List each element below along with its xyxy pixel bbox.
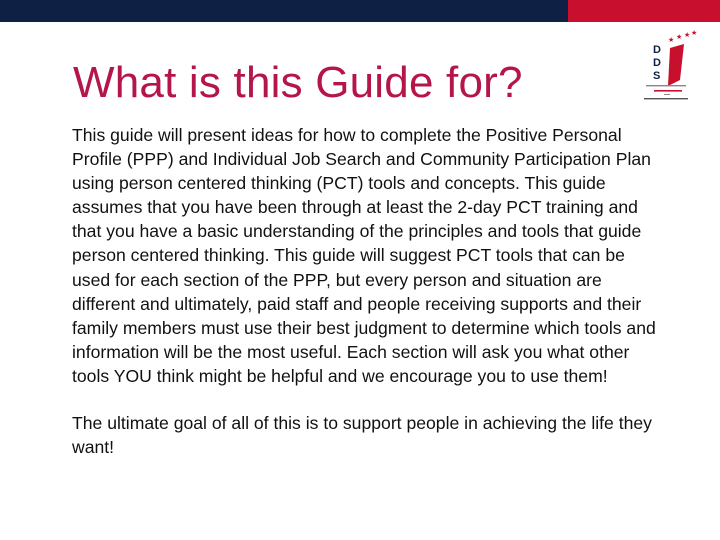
logo-letter-d1: D [653, 44, 661, 56]
top-banner [0, 0, 720, 22]
star-icon: ★ [676, 33, 683, 41]
body-paragraph-2: The ultimate goal of all of this is to support people in achieving the life they want! [72, 413, 652, 458]
body-paragraph-1: This guide will present ideas for how to complete the Positive Personal Profile (PPP) and Individual Job Search and Community Participation Plan using person centered thinking (PCT) tools and concepts. This guide assumes that you have been through at least the 2-day PCT training and that you have a basic understanding of the principles and tools that guide person centered thinking. This guide will suggest PCT tools that can be used for each section of the PPP, but every person and situation are different and ultimately, paid staff and people receiving supports and their family members must use their best judgment to determine which tools and information will be the most useful. Each section will ask you what other tools YOU think might be helpful and we encourage you to use them! [72, 125, 656, 386]
dds-logo [640, 30, 712, 108]
logo-letter-s: S [653, 70, 661, 82]
star-icon: ★ [684, 31, 691, 39]
dds-logo-icon [640, 30, 712, 108]
star-icon: ★ [691, 30, 698, 37]
star-icon: ★ [668, 36, 675, 44]
top-banner-red [568, 0, 720, 22]
logo-letter-d2: D [653, 57, 661, 69]
slide-title: What is this Guide for? [73, 58, 523, 107]
slide-body [72, 123, 662, 459]
top-banner-navy [0, 0, 568, 22]
